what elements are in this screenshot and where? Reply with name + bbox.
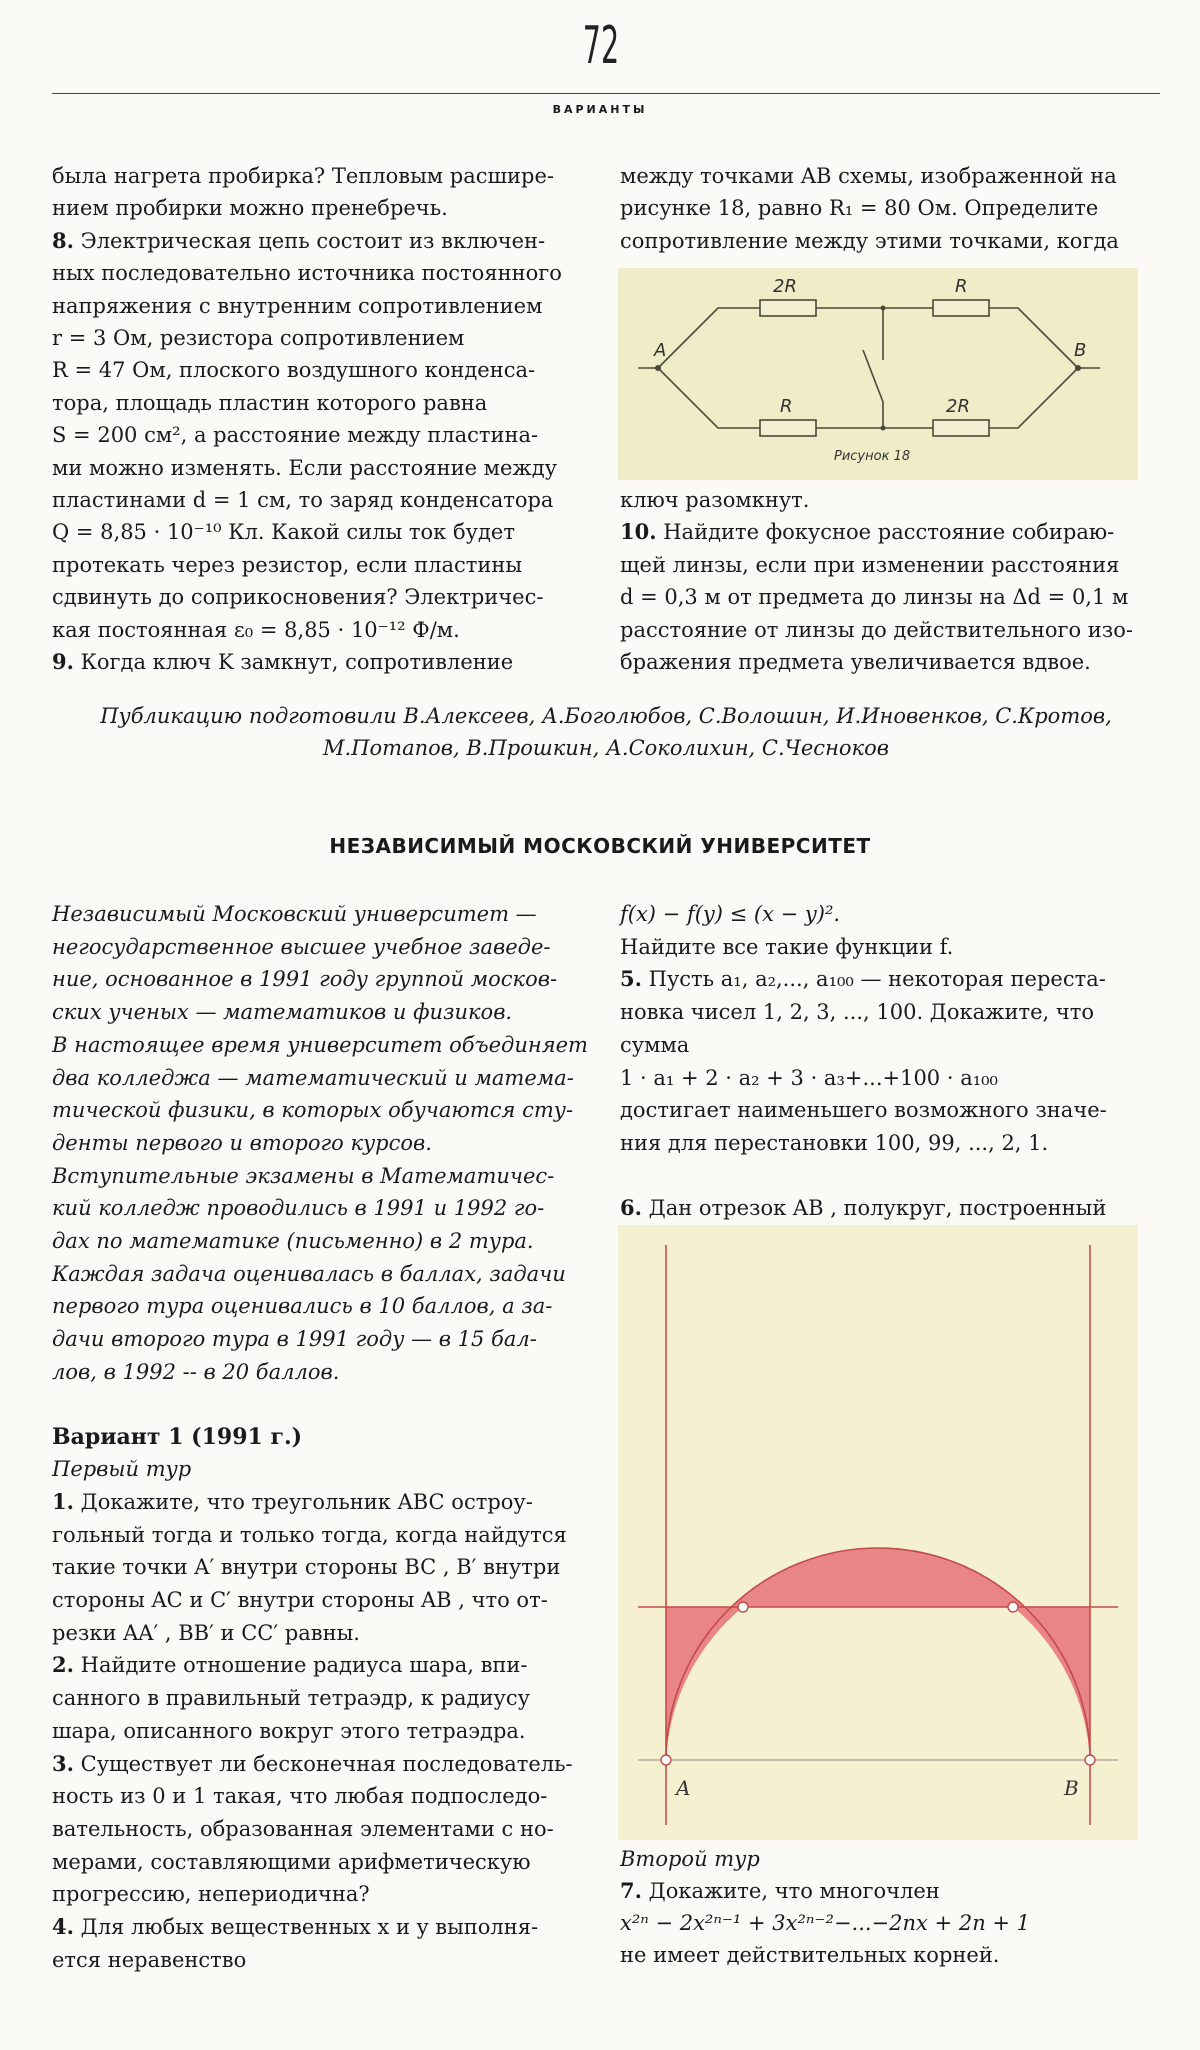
text-line: достигает наименьшего возможного значе- — [620, 1098, 1107, 1123]
wire-top-right — [989, 308, 1078, 368]
text-line: ключ разомкнут. — [620, 488, 810, 512]
node-b — [1075, 365, 1081, 371]
text-line: ние, основанное в 1991 году группой москов- — [52, 967, 558, 992]
resistor-2r-top — [760, 300, 816, 316]
text-line: гольный тогда и только тогда, когда найдутся — [52, 1522, 567, 1547]
problem-number: 4. — [52, 1914, 74, 1940]
formula-p7: x²ⁿ − 2x²ⁿ⁻¹ + 3x²ⁿ⁻²−...−2nx + 2n + 1 — [620, 1911, 1031, 1935]
text-line: Независимый Московский университет — — [52, 902, 537, 926]
right-curvilinear-triangle — [1013, 1607, 1090, 1760]
authors-credit — [52, 700, 1160, 764]
text-line: негосударственное высшее учебное заведе- — [52, 934, 551, 959]
text-line: прогрессию, непериодична? — [52, 1882, 370, 1907]
text-line: Найдите фокусное расстояние собираю- — [663, 520, 1115, 545]
label-r-bottom: R — [780, 396, 793, 417]
wire-top-left — [658, 308, 808, 368]
text-line: ния для перестановки 100, 99, ..., 2, 1. — [620, 1130, 1049, 1155]
problem-9 — [52, 646, 588, 678]
text-line: сопротивление между этими точками, когда — [620, 228, 1119, 253]
text-line: два колледжа — математический и матема- — [52, 1065, 574, 1090]
formula-p4: f(x) − f(y) ≤ (x − y)². — [620, 902, 841, 926]
problem-number: 3. — [52, 1750, 74, 1776]
spacer — [52, 1389, 592, 1421]
problem-5 — [620, 963, 1160, 996]
round2-title: Второй тур — [620, 1847, 760, 1871]
figure-18-circuit — [618, 268, 1138, 480]
problem-number: 2. — [52, 1652, 74, 1678]
wire-bottom-right — [989, 368, 1078, 428]
segment-region — [666, 1548, 1090, 1760]
text-line: r = 3 Ом, резистора сопротивлением — [52, 326, 465, 351]
text-line: Каждая задача оценивалась в баллах, задачи — [52, 1261, 566, 1286]
text-line: S = 200 см², а расстояние между пластина- — [52, 423, 539, 448]
text-line: сумма — [620, 1032, 690, 1057]
text-line: Q = 8,85 · 10⁻¹⁰ Кл. Какой силы ток будет — [52, 520, 515, 545]
resistor-r-top — [933, 300, 989, 316]
text-line: резки AA′ , BB′ и CC′ равны. — [52, 1620, 360, 1645]
problem-3 — [52, 1748, 592, 1781]
junction-top — [881, 306, 886, 311]
text-line: не имеет действительных корней. — [620, 1943, 1000, 1967]
problem-number: 6. — [620, 1194, 642, 1220]
text-line: ных последовательно источника постоянного — [52, 261, 562, 286]
upper-left-column — [52, 160, 588, 679]
problem-number: 7. — [620, 1878, 642, 1903]
text-line: стороны AC и C′ внутри стороны AB , что от- — [52, 1588, 548, 1613]
label-b: B — [1074, 340, 1087, 361]
text-line: расстояние от линзы до действительного изо- — [620, 617, 1133, 642]
text-line: Вступительные экзамены в Математичес- — [52, 1163, 555, 1188]
university-intro — [52, 898, 592, 1389]
problem-4 — [52, 1911, 592, 1944]
text-line: протекать через резистор, если пластины — [52, 552, 523, 577]
section-title: НЕЗАВИСИМЫЙ МОСКОВСКИЙ УНИВЕРСИТЕТ — [329, 834, 871, 858]
text-line: ется неравенство — [52, 1947, 247, 1972]
text-line: Когда ключ K замкнут, сопротивление — [80, 650, 514, 675]
problem-number: 8. — [52, 227, 74, 253]
text-line: пластинами d = 1 см, то заряд конденсатора — [52, 488, 554, 513]
text-line: бражения предмета увеличивается вдвое. — [620, 650, 1091, 675]
text-line: денты первого и второго курсов. — [52, 1130, 432, 1155]
text-line: вательность, образованная элементами с но- — [52, 1816, 554, 1841]
label-2r-bottom: 2R — [946, 396, 970, 417]
intersection-right — [1008, 1602, 1018, 1612]
switch-k — [863, 350, 883, 428]
text-line: напряжения с внутренним сопротивлением — [52, 293, 543, 318]
figure-caption: Рисунок 18 — [834, 449, 911, 464]
circuit-diagram — [618, 268, 1138, 480]
label-r-top: R — [955, 276, 968, 297]
spacer — [620, 1160, 1160, 1192]
label-a: A — [676, 1776, 691, 1800]
header-rule — [52, 93, 1160, 94]
text-line: ми можно изменять. Если расстояние между — [52, 455, 558, 480]
problem-number: 10. — [620, 519, 657, 545]
text-line: В настоящее время университет объединяет — [52, 1032, 588, 1057]
upper-right-column-bottom — [620, 484, 1156, 678]
wire-bottom-left — [658, 368, 760, 428]
text-line: щей линзы, если при изменении расстояния — [620, 552, 1120, 577]
round2-block — [620, 1843, 1160, 1971]
problem-10 — [620, 516, 1156, 548]
lower-left-column — [52, 898, 592, 1977]
problem-6 — [620, 1192, 1160, 1225]
left-curvilinear-triangle — [666, 1607, 743, 1760]
text-line: санного в правильный тетраэдр, к радиусу — [52, 1686, 530, 1711]
text-line: между точками AB схемы, изображенной на — [620, 164, 1117, 188]
text-line: ность из 0 и 1 такая, что любая подпоследо- — [52, 1784, 548, 1809]
problem-8 — [52, 225, 588, 257]
text-line: Докажите, что многочлен — [648, 1879, 940, 1903]
text-line: дачи второго тура в 1991 году — в 15 бал- — [52, 1327, 537, 1352]
text-line: лов, в 1992 -- в 20 баллов. — [52, 1359, 340, 1384]
text-line: новка чисел 1, 2, 3, ..., 100. Докажите, что — [620, 1000, 1095, 1025]
text-line: была нагрета пробирка? Тепловым расшире- — [52, 164, 555, 188]
text-line: тора, площадь пластин которого равна — [52, 390, 488, 415]
semicircle-diagram — [618, 1225, 1138, 1840]
page-number: 72 — [582, 16, 620, 76]
text-line: Существует ли бесконечная последователь- — [80, 1751, 573, 1776]
text-line: Докажите, что треугольник ABC остроу- — [80, 1489, 533, 1514]
point-b — [1085, 1755, 1095, 1765]
text-line: кий колледж проводились в 1991 и 1992 го- — [52, 1196, 545, 1221]
problem-number: 9. — [52, 649, 74, 675]
text-line: Дан отрезок AB , полукруг, построенный — [648, 1195, 1107, 1220]
resistor-r-bottom — [760, 420, 816, 436]
text-line: мерами, составляющими арифметическую — [52, 1849, 531, 1874]
authors-line: Публикацию подготовили В.Алексеев, А.Боголюбов, С.Волошин, И.Иновенков, С.Кротов, — [100, 704, 1112, 728]
text-line: d = 0,3 м от предмета до линзы на Δd = 0,1 м — [620, 585, 1129, 610]
junction-bottom — [881, 426, 886, 431]
text-line: Найдите все такие функции f. — [620, 934, 954, 959]
problem-1 — [52, 1486, 592, 1519]
upper-right-column — [620, 160, 1156, 257]
node-a — [655, 365, 661, 371]
label-b: B — [1064, 1776, 1079, 1800]
text-line: R = 47 Ом, плоского воздушного конденса- — [52, 358, 536, 383]
resistor-2r-bottom — [933, 420, 989, 436]
text-line: сдвинуть до соприкосновения? Электричес- — [52, 585, 544, 610]
text-line: дах по математике (письменно) в 2 тура. — [52, 1229, 534, 1254]
text-line: Для любых вещественных x и y выполня- — [80, 1915, 539, 1940]
problem-number: 5. — [620, 966, 642, 992]
text-line: шара, описанного вокруг этого тетраэдра. — [52, 1718, 526, 1743]
label-a: A — [654, 340, 667, 361]
round1-title: Первый тур — [52, 1457, 192, 1482]
text-line: такие точки A′ внутри стороны BC , B′ внутри — [52, 1555, 561, 1580]
text-line: Электрическая цепь состоит из включен- — [80, 228, 546, 253]
text-line: нием пробирки можно пренебречь. — [52, 196, 448, 221]
text-line: первого тура оценивались в 10 баллов, а за- — [52, 1294, 553, 1319]
text-line: рисунке 18, равно R₁ = 80 Ом. Определите — [620, 196, 1099, 221]
text-line: Найдите отношение радиуса шара, впи- — [80, 1653, 528, 1678]
authors-line: М.Потапов, В.Прошкин, А.Соколихин, С.Чесноков — [323, 736, 889, 760]
label-2r-top: 2R — [773, 276, 797, 297]
text-line: кая постоянная ε₀ = 8,85 · 10⁻¹² Ф/м. — [52, 617, 460, 642]
text-line: Пусть a₁, a₂,..., a₁₀₀ — некоторая переста- — [648, 967, 1106, 992]
problem-7 — [620, 1875, 1160, 1907]
figure-semicircle — [618, 1225, 1138, 1840]
text-line: ских ученых — математиков и физиков. — [52, 1000, 513, 1025]
running-head: ВАРИАНТЫ — [552, 103, 648, 116]
point-a — [661, 1755, 671, 1765]
text-line: тической физики, в которых обучаются сту- — [52, 1098, 574, 1123]
problem-number: 1. — [52, 1488, 74, 1514]
variant-title: Вариант 1 (1991 г.) — [52, 1423, 303, 1450]
problem-2 — [52, 1649, 592, 1682]
intersection-left — [738, 1602, 748, 1612]
formula-p5: 1 · a₁ + 2 · a₂ + 3 · a₃+...+100 · a₁₀₀ — [620, 1065, 998, 1090]
